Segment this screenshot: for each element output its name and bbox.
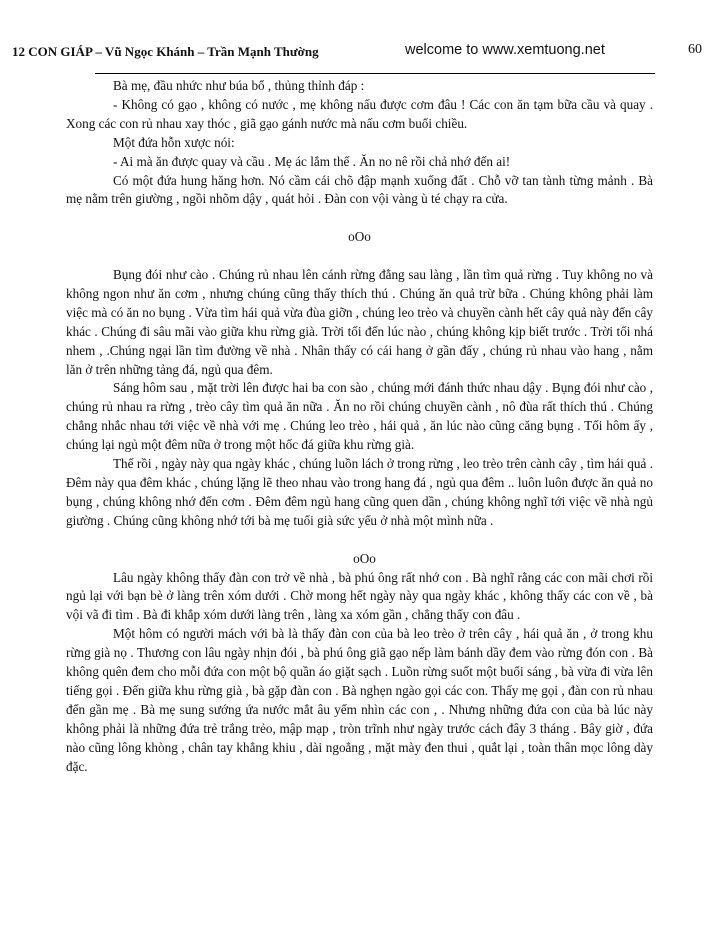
document-body (66, 77, 653, 776)
header-divider (95, 73, 655, 74)
paragraph: Một đứa hỗn xược nói: (113, 134, 235, 150)
paragraph: Một hôm có người mách với bà là thấy đàn con của bà leo trèo ở trên cây , hái quả ăn , ở trong khu rừng già nọ . Thương con lâu ngày nhịn đói , bà phú ông giã gạo nếp làm bánh dầy đem vào rừng đón con . Bà không quên đem cho mỗi đứa con một bộ quần áo giặt sạch . Luồn rừng suốt một buổi sáng , bà vừa đi vừa lên tiếng gọi . Đến giữa khu rừng già , bà gặp đàn con . Bà nghẹn ngào gọi các con. Thấy mẹ gọi , đàn con rủ nhau đến gần mẹ . Bà mẹ sung sướng ứa nước mắt âu yếm nhìn các con , . Nhưng những đứa con của bà lúc này không phải là những đứa trẻ trắng trẻo, mập mạp , tròn trĩnh như ngày trước cách đây 3 tháng . Bây giờ , đứa nào cũng lông khòng , chân tay khẳng khiu , dài ngoẳng , mặt mày đen thui , quắt lại , toàn thân mọc lông dày đặc. (66, 626, 653, 774)
paragraph: Có một đứa hung hăng hơn. Nó cầm cái chõ đập mạnh xuống đất . Chỗ vỡ tan tành từng mảnh . Bà mẹ nằm trên giường , ngồi nhõm dậy , quát hỏi . Đàn con vội vàng ù té chạy ra cửa. (66, 172, 653, 207)
section-separator: oOo (353, 550, 376, 566)
page-header (0, 40, 723, 62)
paragraph: Sáng hôm sau , mặt trời lên được hai ba con sào , chúng mới đánh thức nhau dậy . Bụng đói như cào , chúng rủ nhau ra rừng , trèo cây tìm quả ăn nữa . Ăn no rồi chúng chuyền cành , nô đùa rất thích thú . Chúng chẳng nhắc nhau tới việc về nhà với mẹ . Chúng leo trèo , hái quả , ăn lúc nào cũng căng bụng . Tối hôm ấy , chúng lại ngủ một đêm nữa ở trong một hốc đá giữa khu rừng già. (66, 380, 653, 453)
book-title: 12 CON GIÁP – Vũ Ngọc Khánh – Trần Mạnh Thường (12, 44, 319, 59)
paragraph: Bà mẹ, đầu nhức như búa bổ , thủng thỉnh đáp : (113, 78, 365, 93)
paragraph: Thế rồi , ngày này qua ngày khác , chúng luồn lách ở trong rừng , leo trèo trên cành cây , tìm hái quả . Đêm này qua đêm khác , chúng lặng lẽ theo nhau vào trong hang đá , ngủ qua đêm .. luôn luôn được ăn quả no bụng , chúng không nhớ đến cơm . Đêm đêm ngủ hang cũng quen dần , chúng không nghĩ tới việc về nhà ngủ giường . Chúng cũng không nhớ tới bà mẹ tuổi già sức yếu ở nhà một mình nữa . (66, 456, 653, 528)
paragraph: - Không có gạo , không có nước , mẹ không nấu được cơm đâu ! Các con ăn tạm bữa cầu và quay . Xong các con rủ nhau xay thóc , giã gạo gánh nước mà nấu cơm buổi chiều. (66, 96, 653, 131)
paragraph: Bụng đói như cào . Chúng rủ nhau lên cánh rừng đằng sau làng , lần tìm quả rừng . Tuy không no và không ngon như ăn cơm , nhưng chúng cũng thấy thích thú . Chúng ăn quả trừ bữa . Chúng không phải làm việc mà có ăn no bụng . Vừa tìm hái quả vừa đùa giỡn , chúng leo trèo và chuyền cành hết cây quả này đến cây khác . Chúng đi sâu mãi vào giữa khu rừng già. Trời tối đến lúc nào , chúng không kịp biết trước . Trời tối nhá nhem , .Chúng ngại lần tìm đường về nhà . Nhân thấy có cái hang ở gần đấy , chúng rủ nhau vào hang , nằm lăn ở trên những tảng đá, ngủ qua đêm. (66, 267, 653, 377)
website-label: welcome to www.xemtuong.net (405, 42, 605, 58)
paragraph: Lâu ngày không thấy đàn con trở về nhà , bà phú ông rất nhớ con . Bà nghĩ rằng các con mãi chơi rồi ngủ lại với bạn bè ở làng trên xóm dưới . Chờ mong hết ngày này qua ngày khác , không thấy các con về , bà vội vã đi tìm . Bà đi khắp xóm dưới làng trên , làng xa xóm gần , chẳng thấy con đâu . (66, 569, 653, 623)
page-number: 60 (688, 42, 702, 57)
paragraph: - Ai mà ăn được quay và cầu . Mẹ ác lắm thế . Ăn no nê rồi chả nhớ đến ai! (113, 153, 511, 169)
section-separator: oOo (348, 229, 371, 245)
